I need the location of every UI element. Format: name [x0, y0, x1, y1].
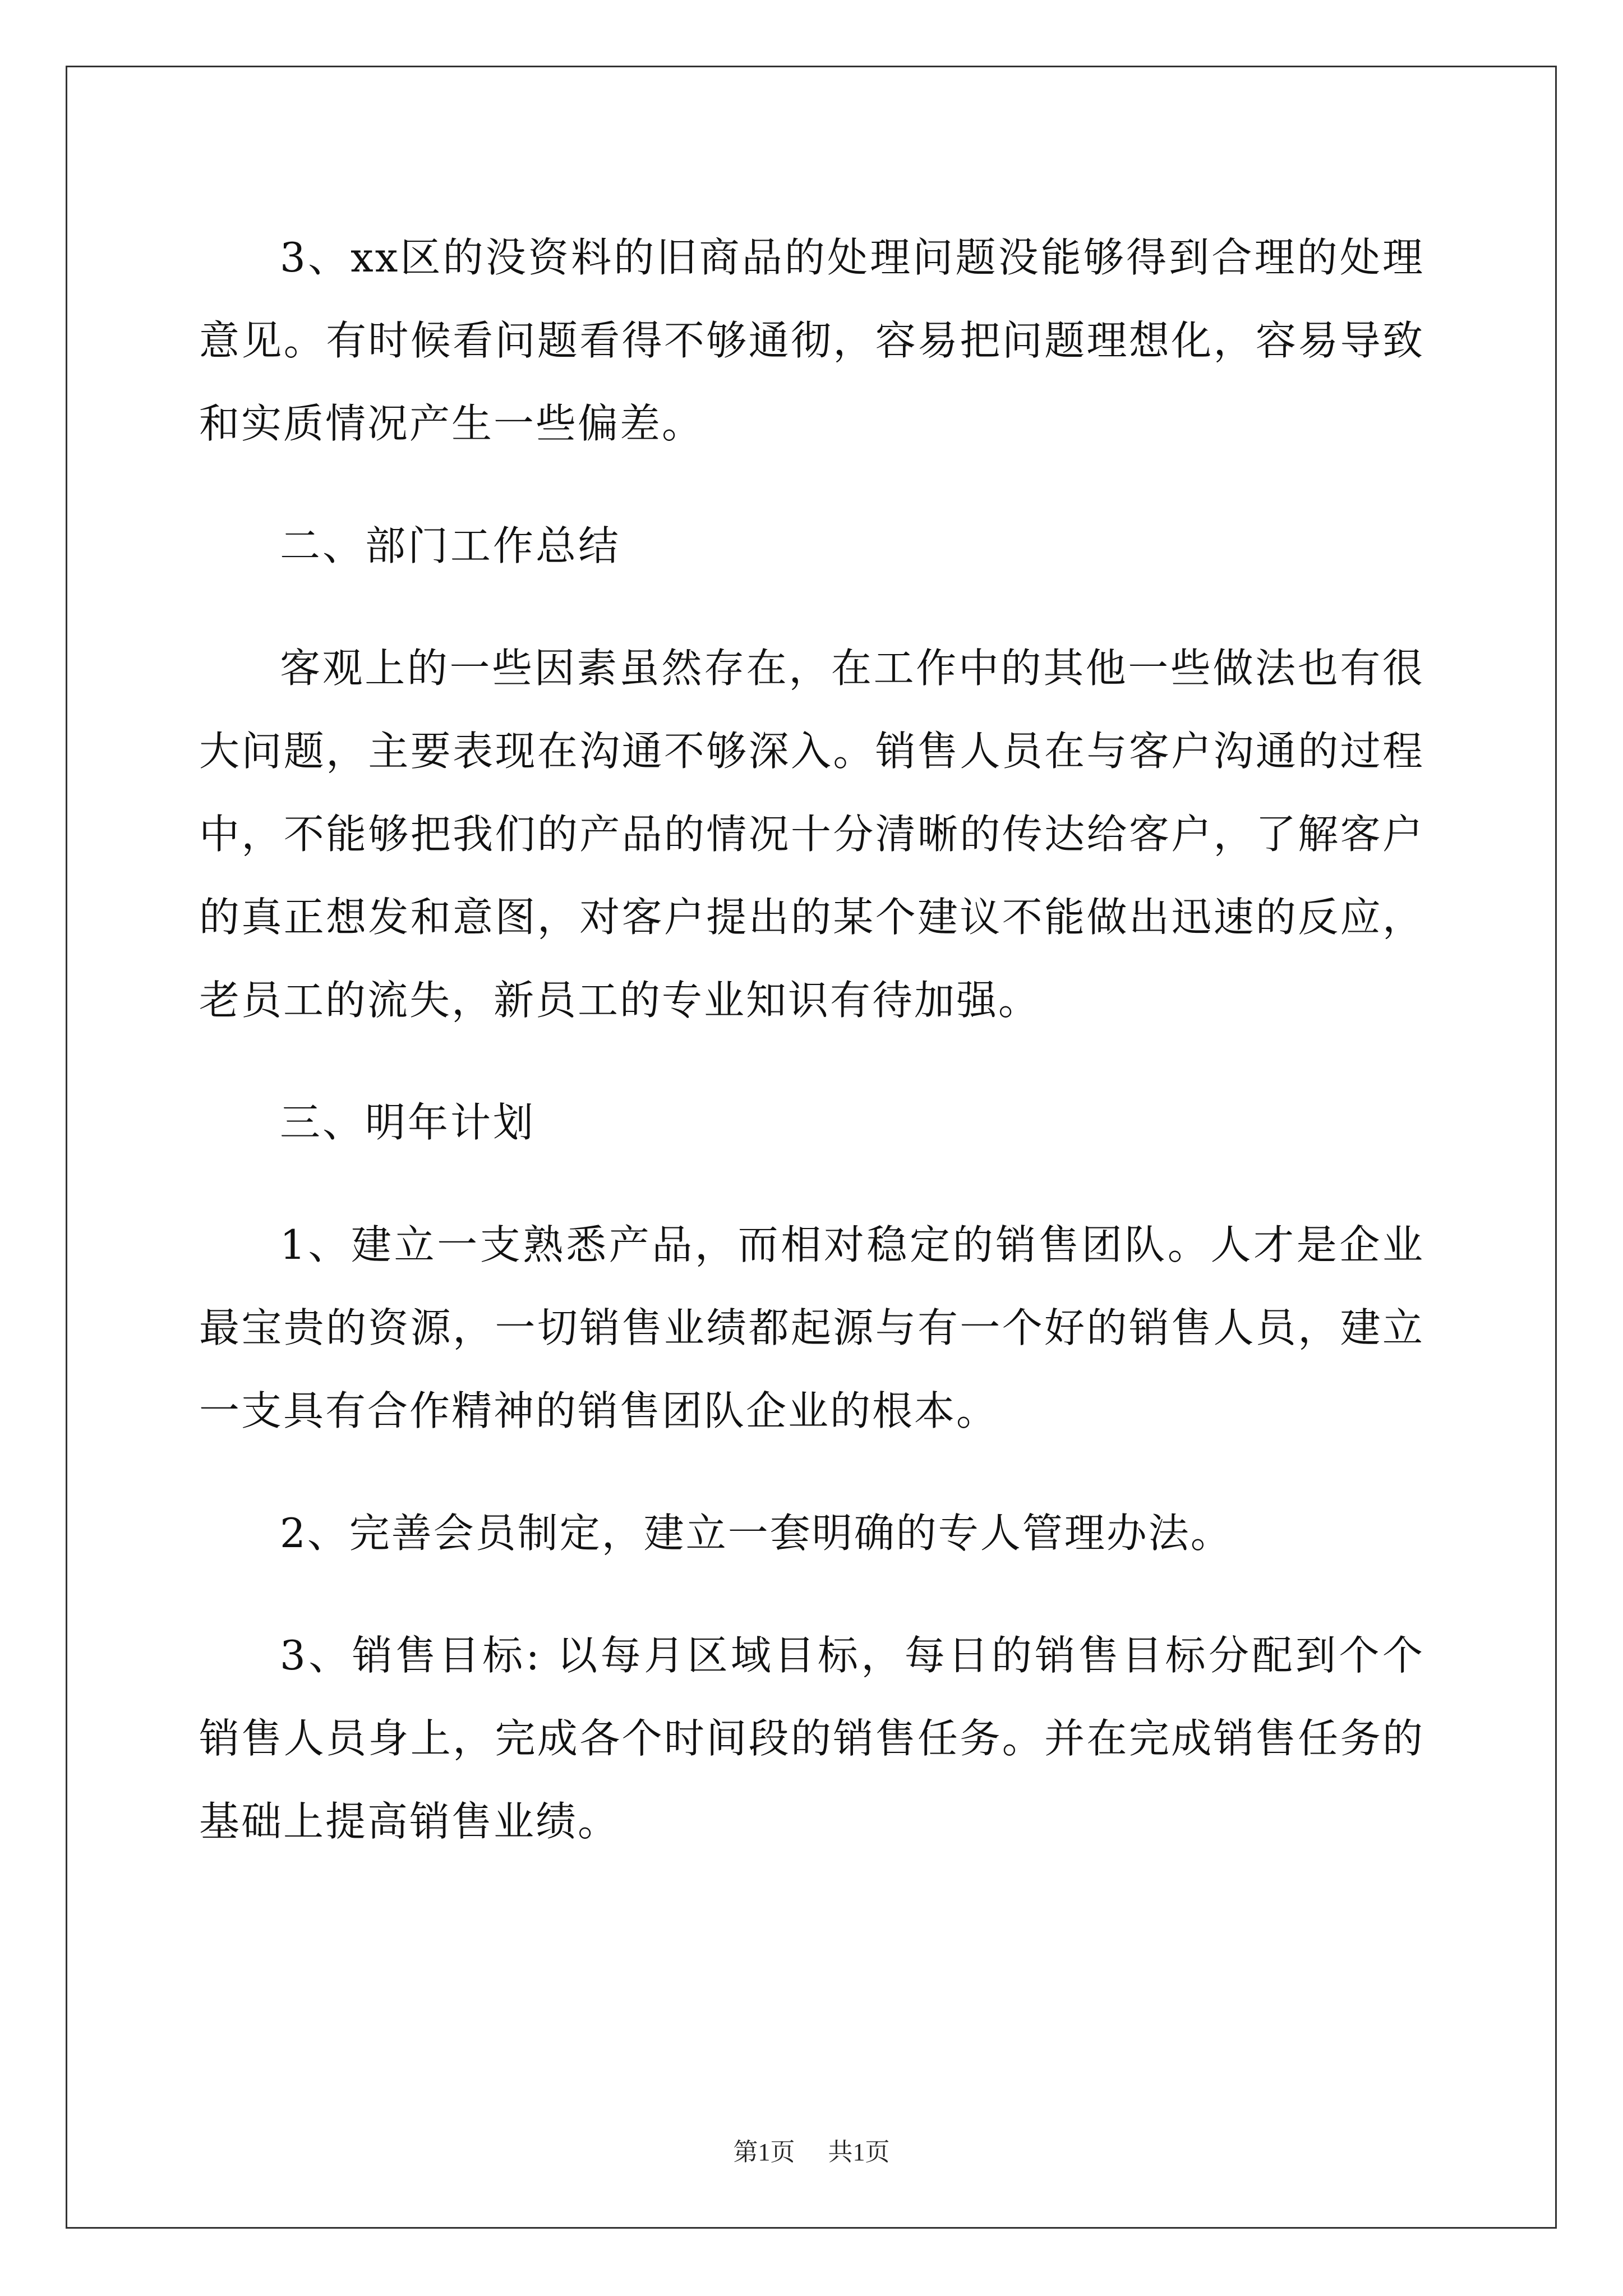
paragraph-plan-sales-target: 3、销售目标: 以每月区域目标，每日的销售目标分配到个个销售人员身上，完成各个时间段的销售任务。并在完成销售任务的基础上提高销售业绩。 — [199, 1632, 1424, 1845]
section-heading-department-summary: 二、部门工作总结 — [280, 522, 621, 569]
page-footer — [0, 2132, 1623, 2168]
section-heading-next-year-plan: 三、明年计划 — [280, 1099, 536, 1146]
paragraph-objective-factors: 客观上的一些因素虽然存在，在工作中的其他一些做法也有很大问题，主要表现在沟通不够深入。销售人员在与客户沟通的过程中，不能够把我们的产品的情况十分清晰的传达给客户，了解客户的真正想发和意图，对客户提出的某个建议不能做出迅速的反应，老员工的流失，新员工的专业知识有待加强。 — [199, 645, 1424, 1024]
paragraph-plan-membership: 2、完善会员制定，建立一套明确的专人管理办法。 — [280, 1510, 1233, 1557]
document-body — [199, 216, 1424, 1863]
page-number-current: 第1页 — [733, 2138, 795, 2166]
page-number-total: 共1页 — [828, 2138, 890, 2166]
paragraph-item-3-old-goods: 3、xx区的没资料的旧商品的处理问题没能够得到合理的处理意见。有时候看问题看得不够通彻，容易把问题理想化，容易导致和实质情况产生一些偏差。 — [199, 234, 1424, 447]
paragraph-plan-sales-team: 1、建立一支熟悉产品，而相对稳定的销售团队。人才是企业最宝贵的资源，一切销售业绩都起源与有一个好的销售人员，建立一支具有合作精神的销售团队企业的根本。 — [199, 1221, 1424, 1434]
